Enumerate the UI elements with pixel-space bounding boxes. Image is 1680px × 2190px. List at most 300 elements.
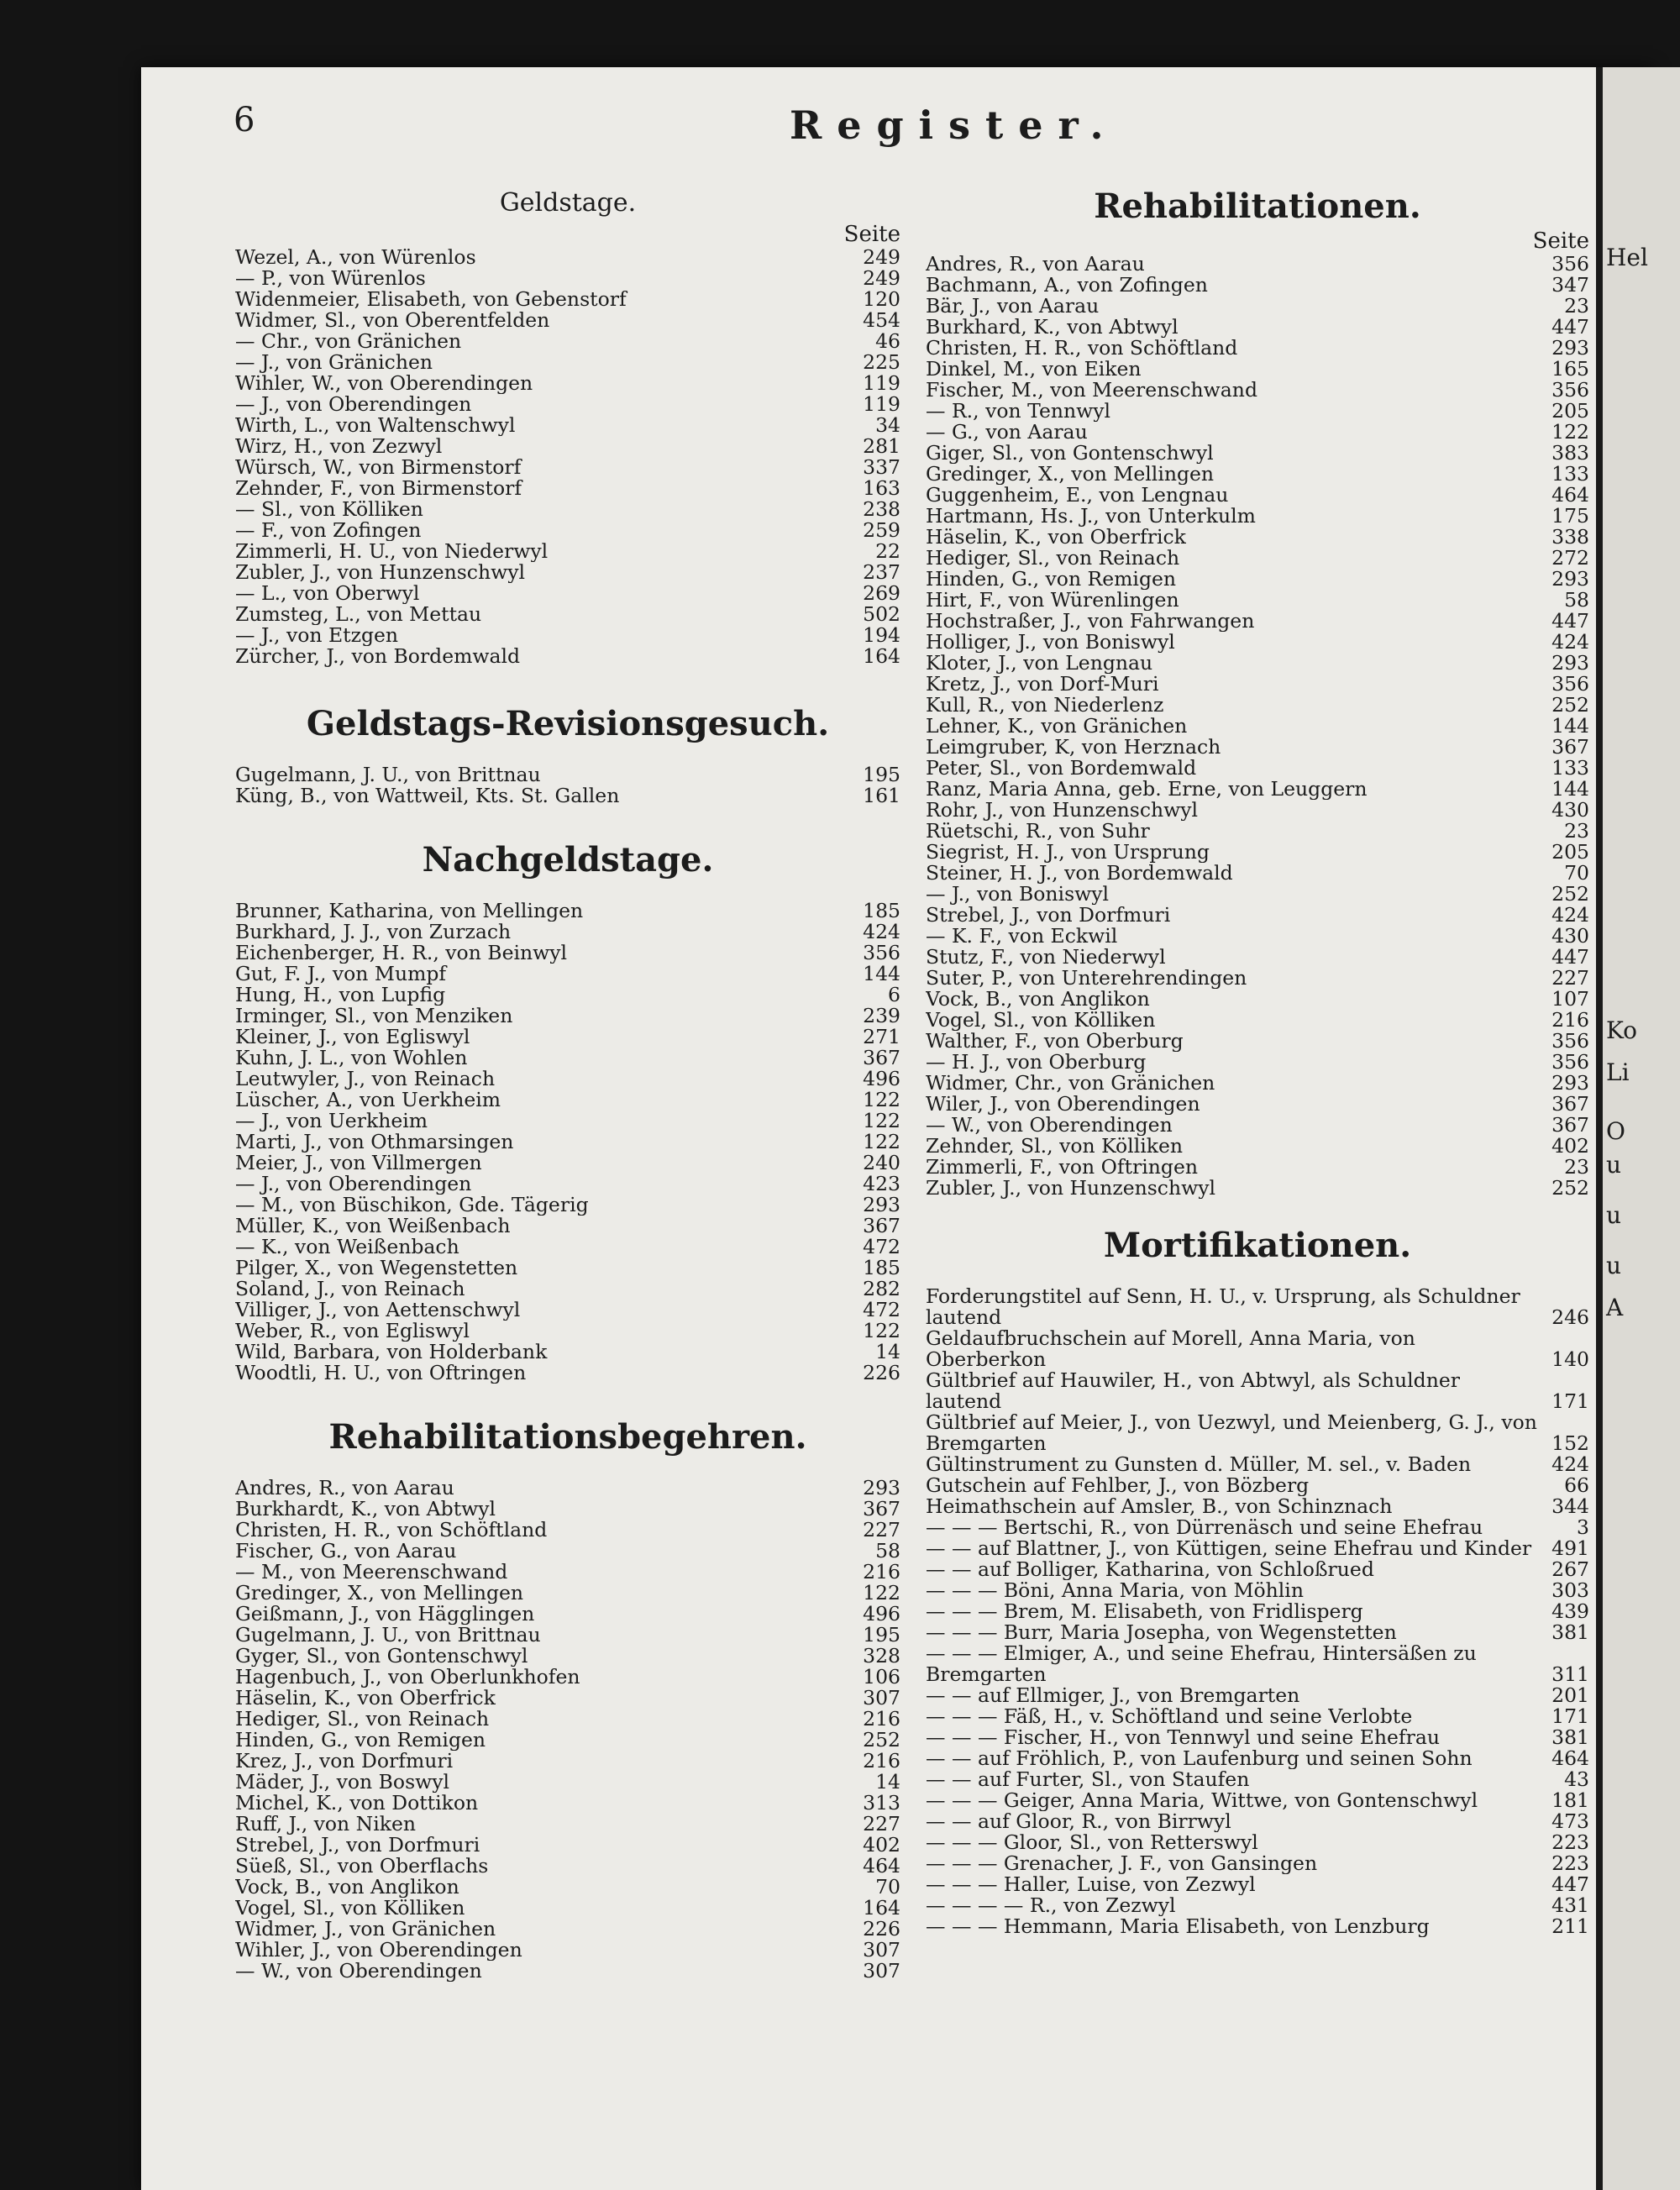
entry-page: 144 [1551, 777, 1589, 801]
register-entry [235, 415, 900, 436]
register-entry [235, 604, 900, 625]
register-entry [926, 1643, 1589, 1685]
section-heading: Geldstage. [499, 188, 637, 218]
entry-name: Weber, R., von Egliswyl [235, 1321, 470, 1342]
register-entry [926, 716, 1589, 737]
entry-page: 227 [863, 1518, 900, 1541]
entry-name: Heimathschein auf Amsler, B., von Schinznach [926, 1496, 1393, 1517]
register-entry [926, 905, 1589, 926]
entry-page: 225 [863, 350, 900, 374]
entry-name: — R., von Tennwyl [926, 401, 1111, 422]
register-entry [926, 779, 1589, 800]
register-entry [235, 901, 900, 922]
entry-name: Wirz, H., von Zezwyl [235, 436, 443, 457]
entry-page: 216 [863, 1560, 900, 1583]
entry-name: Kull, R., von Niederlenz [926, 695, 1164, 716]
register-entry [235, 457, 900, 478]
register-entry [926, 1412, 1589, 1454]
register-entry [926, 1370, 1589, 1412]
entry-name: Siegrist, H. J., von Ursprung [926, 842, 1210, 863]
entry-page: 269 [863, 581, 900, 605]
edge-fragment: A [1606, 1294, 1624, 1321]
register-entry [926, 422, 1589, 443]
entry-name: Stutz, F., von Niederwyl [926, 947, 1166, 968]
register-entry [926, 968, 1589, 989]
entry-name: Burkhard, K., von Abtwyl [926, 317, 1179, 338]
entry-page: 423 [863, 1172, 900, 1195]
register-entry [235, 1751, 900, 1772]
entry-page: 34 [875, 413, 900, 437]
edge-fragment: Hel [1606, 244, 1648, 271]
entry-name: Lehner, K., von Gränichen [926, 716, 1188, 737]
register-entry [235, 331, 900, 352]
entry-name: Hartmann, Hs. J., von Unterkulm [926, 506, 1256, 527]
register-entry [235, 1300, 900, 1321]
entry-name: — — — Brem, M. Elisabeth, von Fridlisperg [926, 1601, 1363, 1622]
entry-name: Peter, Sl., von Bordemwald [926, 758, 1197, 779]
entry-name: — L., von Oberwyl [235, 583, 420, 604]
register-entry [235, 1279, 900, 1300]
register-entry [235, 1772, 900, 1793]
section-heading: Mortifikationen. [1103, 1226, 1412, 1265]
entry-name: Widmer, Chr., von Gränichen [926, 1073, 1215, 1094]
entry-name: Christen, H. R., von Schöftland [926, 338, 1238, 359]
entry-name: Burkhardt, K., von Abtwyl [235, 1499, 496, 1520]
entry-name: — F., von Zofingen [235, 520, 422, 541]
entry-name: Wihler, W., von Oberendingen [235, 373, 533, 394]
entry-page: 383 [1551, 441, 1589, 465]
entry-name: Wihler, J., von Oberendingen [235, 1940, 522, 1961]
register-entry [926, 1157, 1589, 1178]
entry-name: Zehnder, Sl., von Kölliken [926, 1136, 1184, 1157]
entry-page: 140 [1551, 1347, 1589, 1371]
entry-page: 23 [1564, 294, 1589, 318]
entry-page: 252 [1551, 882, 1589, 906]
edge-fragment: Ko [1606, 1016, 1638, 1044]
entry-name: Christen, H. R., von Schöftland [235, 1520, 548, 1541]
entry-page: 464 [1551, 483, 1589, 507]
register-entry [926, 1790, 1589, 1811]
entry-page: 472 [863, 1298, 900, 1321]
entry-name: Vock, B., von Anglikon [235, 1877, 459, 1898]
register-entry [235, 964, 900, 985]
register-entry [235, 1625, 900, 1646]
entry-name: Brunner, Katharina, von Mellingen [235, 901, 584, 922]
register-entry [926, 1454, 1589, 1475]
entry-page: 107 [1551, 987, 1589, 1011]
entry-name: — — — Fischer, H., von Tennwyl und seine Ehefrau [926, 1727, 1440, 1748]
register-entry [926, 989, 1589, 1010]
register-entry [235, 1321, 900, 1342]
entry-page: 367 [863, 1497, 900, 1520]
entry-name: — — — Gloor, Sl., von Retterswyl [926, 1832, 1258, 1853]
entry-page: 122 [863, 1109, 900, 1132]
entry-name: — — — Grenacher, J. F., von Gansingen [926, 1853, 1318, 1874]
register-entry [235, 1940, 900, 1961]
entry-name: Wiler, J., von Oberendingen [926, 1094, 1200, 1115]
entry-name: Irminger, Sl., von Menziken [235, 1006, 513, 1027]
entry-name: Geldaufbruchschein auf Morell, Anna Maria, von Oberberkon [926, 1328, 1415, 1370]
entry-page: 106 [863, 1665, 900, 1688]
entry-page: 227 [1551, 966, 1589, 990]
register-entry [235, 1919, 900, 1940]
entry-page: 185 [863, 1256, 900, 1279]
entry-name: Vogel, Sl., von Kölliken [235, 1898, 465, 1919]
entry-name: Bär, J., von Aarau [926, 296, 1100, 317]
register-entry [235, 1583, 900, 1604]
entry-page: 367 [1551, 1113, 1589, 1137]
entry-page: 195 [863, 1623, 900, 1646]
register-entry [926, 758, 1589, 779]
entry-name: — Sl., von Kölliken [235, 499, 423, 520]
register-entry [926, 1052, 1589, 1073]
entry-name: — — — Haller, Luise, von Zezwyl [926, 1874, 1256, 1895]
register-entry [235, 646, 900, 667]
entry-page: 3 [1577, 1515, 1589, 1539]
entry-name: Zubler, J., von Hunzenschwyl [926, 1178, 1216, 1199]
entry-name: Kloter, J., von Lengnau [926, 653, 1153, 674]
register-entry [235, 1342, 900, 1363]
entry-name: Zürcher, J., von Bordemwald [235, 646, 521, 667]
entry-page: 195 [863, 763, 900, 786]
register-entry [235, 310, 900, 331]
register-entry [235, 520, 900, 541]
register-entry [926, 1538, 1589, 1559]
register-entry [926, 1496, 1589, 1517]
entry-name: Soland, J., von Reinach [235, 1279, 465, 1300]
entry-page: 122 [1551, 420, 1589, 444]
register-entry [926, 464, 1589, 485]
entry-page: 328 [863, 1644, 900, 1667]
entry-page: 303 [1551, 1578, 1589, 1602]
entry-page: 424 [1551, 630, 1589, 654]
register-section [235, 702, 900, 806]
edge-fragment: u [1606, 1151, 1622, 1179]
register-entry [235, 985, 900, 1006]
entry-page: 313 [863, 1791, 900, 1814]
register-entry [926, 674, 1589, 695]
entry-page: 185 [863, 899, 900, 922]
entry-page: 439 [1551, 1599, 1589, 1623]
entry-page: 307 [863, 1938, 900, 1962]
register-entry [235, 1814, 900, 1835]
register-entry [926, 1073, 1589, 1094]
register-entry [926, 695, 1589, 716]
entry-page: 216 [863, 1749, 900, 1772]
entry-name: Fischer, M., von Meerenschwand [926, 380, 1257, 401]
entry-name: — K., von Weißenbach [235, 1237, 459, 1258]
entry-name: Leimgruber, K, von Herznach [926, 737, 1221, 758]
entry-page: 271 [863, 1025, 900, 1048]
register-entry [235, 394, 900, 415]
entry-page: 23 [1564, 1155, 1589, 1179]
register-entry [926, 1874, 1589, 1895]
entry-page: 338 [1551, 525, 1589, 549]
register-entry [235, 1048, 900, 1069]
entry-name: — — — Elmiger, A., und seine Ehefrau, Hintersäßen zu Bremgarten [926, 1643, 1477, 1685]
entry-page: 171 [1551, 1704, 1589, 1728]
register-entry [235, 1363, 900, 1384]
register-entry [235, 289, 900, 310]
entry-name: Michel, K., von Dottikon [235, 1793, 479, 1814]
entry-name: Gugelmann, J. U., von Brittnau [235, 764, 541, 785]
entry-name: — J., von Boniswyl [926, 884, 1110, 905]
register-entry [235, 562, 900, 583]
entry-page: 381 [1551, 1620, 1589, 1644]
entry-name: Widmer, J., von Gränichen [235, 1919, 496, 1940]
register-entry [235, 1835, 900, 1856]
entry-name: Gyger, Sl., von Gontenschwyl [235, 1646, 528, 1667]
entry-page: 164 [863, 644, 900, 668]
entry-page: 293 [1551, 336, 1589, 360]
entry-name: Wezel, A., von Würenlos [235, 247, 476, 268]
entry-name: — J., von Uerkheim [235, 1111, 428, 1132]
entry-name: Eichenberger, H. R., von Beinwyl [235, 943, 568, 964]
entry-name: Hediger, Sl., von Reinach [926, 548, 1180, 569]
register-entry [235, 1520, 900, 1541]
entry-page: 293 [863, 1476, 900, 1499]
entry-name: Ruff, J., von Niken [235, 1814, 417, 1835]
register-entry [926, 548, 1589, 569]
entry-page: 281 [863, 434, 900, 458]
entry-page: 293 [1551, 567, 1589, 591]
entry-name: — W., von Oberendingen [235, 1961, 482, 1982]
entry-name: Hochstraßer, J., von Fahrwangen [926, 611, 1255, 632]
entry-name: — — auf Gloor, R., von Birrwyl [926, 1811, 1231, 1832]
entry-name: — W., von Oberendingen [926, 1115, 1173, 1136]
register-entry [926, 1115, 1589, 1136]
entry-page: 22 [875, 539, 900, 563]
entry-page: 238 [863, 497, 900, 521]
entry-page: 447 [1551, 609, 1589, 633]
entry-page: 272 [1551, 546, 1589, 570]
register-entry [926, 821, 1589, 842]
entry-name: Mäder, J., von Boswyl [235, 1772, 450, 1793]
edge-fragment: u [1606, 1201, 1622, 1229]
entry-page: 163 [863, 476, 900, 500]
entry-name: Lüscher, A., von Uerkheim [235, 1090, 501, 1111]
entry-name: Hinden, G., von Remigen [235, 1730, 486, 1751]
entry-page: 216 [1551, 1008, 1589, 1032]
register-entry [926, 1475, 1589, 1496]
page-ref-label: Seite [1532, 228, 1589, 254]
register-entry [235, 478, 900, 499]
entry-name: Meier, J., von Villmergen [235, 1153, 482, 1174]
entry-name: — Chr., von Gränichen [235, 331, 462, 352]
register-entry [926, 254, 1589, 275]
entry-name: Widenmeier, Elisabeth, von Gebenstorf [235, 289, 627, 310]
entry-page: 496 [863, 1602, 900, 1625]
register-entry [235, 1730, 900, 1751]
entry-page: 447 [1551, 1872, 1589, 1896]
entry-name: Gültbrief auf Hauwiler, H., von Abtwyl, als Schuldner lautend [926, 1370, 1460, 1412]
entry-page: 164 [863, 1896, 900, 1920]
entry-page: 267 [1551, 1557, 1589, 1581]
entry-page: 46 [875, 329, 900, 353]
entry-name: — — — Fäß, H., v. Schöftland und seine Verlobte [926, 1706, 1413, 1727]
register-section [926, 1224, 1589, 1937]
entry-name: Pilger, X., von Wegenstetten [235, 1258, 518, 1279]
entry-page: 205 [1551, 399, 1589, 423]
entry-name: — M., von Büschikon, Gde. Tägerig [235, 1195, 589, 1216]
entry-name: Häselin, K., von Oberfrick [235, 1688, 496, 1709]
entry-page: 6 [888, 983, 900, 1006]
entry-page: 201 [1551, 1683, 1589, 1707]
register-entry [235, 922, 900, 943]
entry-page: 367 [863, 1214, 900, 1237]
entry-page: 161 [863, 784, 900, 807]
entry-page: 347 [1551, 273, 1589, 297]
section-heading: Rehabilitationen. [1094, 186, 1421, 226]
entry-name: Guggenheim, E., von Lengnau [926, 485, 1229, 506]
register-entry [235, 1562, 900, 1583]
entry-name: Strebel, J., von Dorfmuri [235, 1835, 480, 1856]
entry-page: 226 [863, 1917, 900, 1941]
register-entry [926, 1031, 1589, 1052]
entry-page: 282 [863, 1277, 900, 1300]
entry-name: — J., von Etzgen [235, 625, 399, 646]
entry-page: 119 [863, 392, 900, 416]
entry-name: Geißmann, J., von Hägglingen [235, 1604, 535, 1625]
register-entry [926, 1559, 1589, 1580]
entry-name: — — — Bertschi, R., von Dürrenäsch und seine Ehefrau [926, 1517, 1483, 1538]
entry-name: — P., von Würenlos [235, 268, 426, 289]
entry-name: Müller, K., von Weißenbach [235, 1216, 511, 1237]
entry-name: Hinden, G., von Remigen [926, 569, 1177, 590]
entry-name: Zehnder, F., von Birmenstorf [235, 478, 522, 499]
register-entry [235, 1688, 900, 1709]
entry-page: 43 [1564, 1767, 1589, 1791]
entry-page: 14 [875, 1340, 900, 1363]
entry-name: Gugelmann, J. U., von Brittnau [235, 1625, 541, 1646]
entry-page: 491 [1551, 1536, 1589, 1560]
register-entry [235, 1478, 900, 1499]
register-entry [926, 527, 1589, 548]
entry-name: Gredinger, X., von Mellingen [235, 1583, 524, 1604]
page-number: 6 [234, 101, 255, 139]
entry-name: Gredinger, X., von Mellingen [926, 464, 1215, 485]
edge-fragment: Li [1606, 1058, 1630, 1086]
register-entry [926, 1832, 1589, 1853]
entry-page: 367 [1551, 1092, 1589, 1116]
entry-name: — M., von Meerenschwand [235, 1562, 508, 1583]
entry-name: Vock, B., von Anglikon [926, 989, 1150, 1010]
entry-name: Bachmann, A., von Zofingen [926, 275, 1208, 296]
entry-name: Gutschein auf Fehlber, J., von Bözberg [926, 1475, 1310, 1496]
register-entry [235, 764, 900, 785]
entry-page: 402 [863, 1833, 900, 1857]
register-entry [235, 268, 900, 289]
entry-name: Woodtli, H. U., von Oftringen [235, 1363, 527, 1384]
entry-name: Zubler, J., von Hunzenschwyl [235, 562, 526, 583]
entry-page: 367 [863, 1046, 900, 1069]
entry-page: 430 [1551, 798, 1589, 822]
entry-page: 58 [875, 1539, 900, 1562]
register-entry [235, 1258, 900, 1279]
entry-page: 122 [863, 1130, 900, 1153]
entry-name: Kretz, J., von Dorf-Muri [926, 674, 1159, 695]
entry-name: Zimmerli, H. U., von Niederwyl [235, 541, 549, 562]
entry-page: 311 [1551, 1662, 1589, 1686]
entry-page: 223 [1551, 1851, 1589, 1875]
page-ref-label: Seite [843, 222, 900, 247]
entry-page: 14 [875, 1770, 900, 1793]
register-entry [926, 1769, 1589, 1790]
register-entry [235, 583, 900, 604]
edge-fragment: O [1606, 1117, 1625, 1145]
register-entry [235, 499, 900, 520]
entry-page: 472 [863, 1235, 900, 1258]
entry-page: 120 [863, 287, 900, 311]
entry-page: 70 [875, 1875, 900, 1899]
entry-page: 344 [1551, 1494, 1589, 1518]
entry-page: 133 [1551, 756, 1589, 780]
entry-page: 252 [1551, 1176, 1589, 1200]
register-entry [235, 1709, 900, 1730]
entry-name: — — — — R., von Zezwyl [926, 1895, 1176, 1916]
entry-page: 381 [1551, 1725, 1589, 1749]
entry-page: 307 [863, 1686, 900, 1709]
entry-page: 122 [863, 1088, 900, 1111]
register-entry [926, 863, 1589, 884]
register-entry [926, 737, 1589, 758]
entry-name: Holliger, J., von Boniswyl [926, 632, 1175, 653]
entry-name: Andres, R., von Aarau [235, 1478, 454, 1499]
entry-name: Giger, Sl., von Gontenschwyl [926, 443, 1214, 464]
entry-name: — — auf Ellmiger, J., von Bremgarten [926, 1685, 1300, 1706]
entry-page: 356 [1551, 378, 1589, 402]
entry-page: 424 [863, 920, 900, 943]
register-entry [926, 884, 1589, 905]
register-entry [235, 1541, 900, 1562]
entry-name: Vogel, Sl., von Kölliken [926, 1010, 1156, 1031]
entry-name: Rüetschi, R., von Suhr [926, 821, 1150, 842]
entry-page: 367 [1551, 735, 1589, 759]
entry-page: 356 [1551, 672, 1589, 696]
entry-page: 307 [863, 1959, 900, 1983]
register-entry [926, 842, 1589, 863]
entry-name: — — auf Furter, Sl., von Staufen [926, 1769, 1250, 1790]
entry-page: 252 [1551, 693, 1589, 717]
register-entry [926, 1601, 1589, 1622]
entry-name: — J., von Gränichen [235, 352, 433, 373]
register-entry [235, 1667, 900, 1688]
entry-name: — — — Burr, Maria Josepha, von Wegenstetten [926, 1622, 1397, 1643]
entry-name: Häselin, K., von Oberfrick [926, 527, 1186, 548]
entry-name: Dinkel, M., von Eiken [926, 359, 1142, 380]
entry-page: 502 [863, 602, 900, 626]
entry-name: — J., von Oberendingen [235, 394, 472, 415]
register-entry [926, 1916, 1589, 1937]
entry-page: 122 [863, 1581, 900, 1604]
register-entry [926, 1685, 1589, 1706]
register-entry [235, 1961, 900, 1982]
edge-fragment: u [1606, 1252, 1622, 1279]
entry-name: — — — Geiger, Anna Maria, Wittwe, von Gontenschwyl [926, 1790, 1478, 1811]
register-entry [235, 1877, 900, 1898]
entry-page: 430 [1551, 924, 1589, 948]
register-entry [235, 1216, 900, 1237]
entry-name: Fischer, G., von Aarau [235, 1541, 457, 1562]
entry-name: — K. F., von Eckwil [926, 926, 1118, 947]
entry-page: 119 [863, 371, 900, 395]
entry-page: 239 [863, 1004, 900, 1027]
register-entry [235, 1090, 900, 1111]
entry-name: — G., von Aarau [926, 422, 1088, 443]
entry-page: 211 [1551, 1914, 1589, 1938]
register-entry [926, 926, 1589, 947]
entry-page: 431 [1551, 1893, 1589, 1917]
